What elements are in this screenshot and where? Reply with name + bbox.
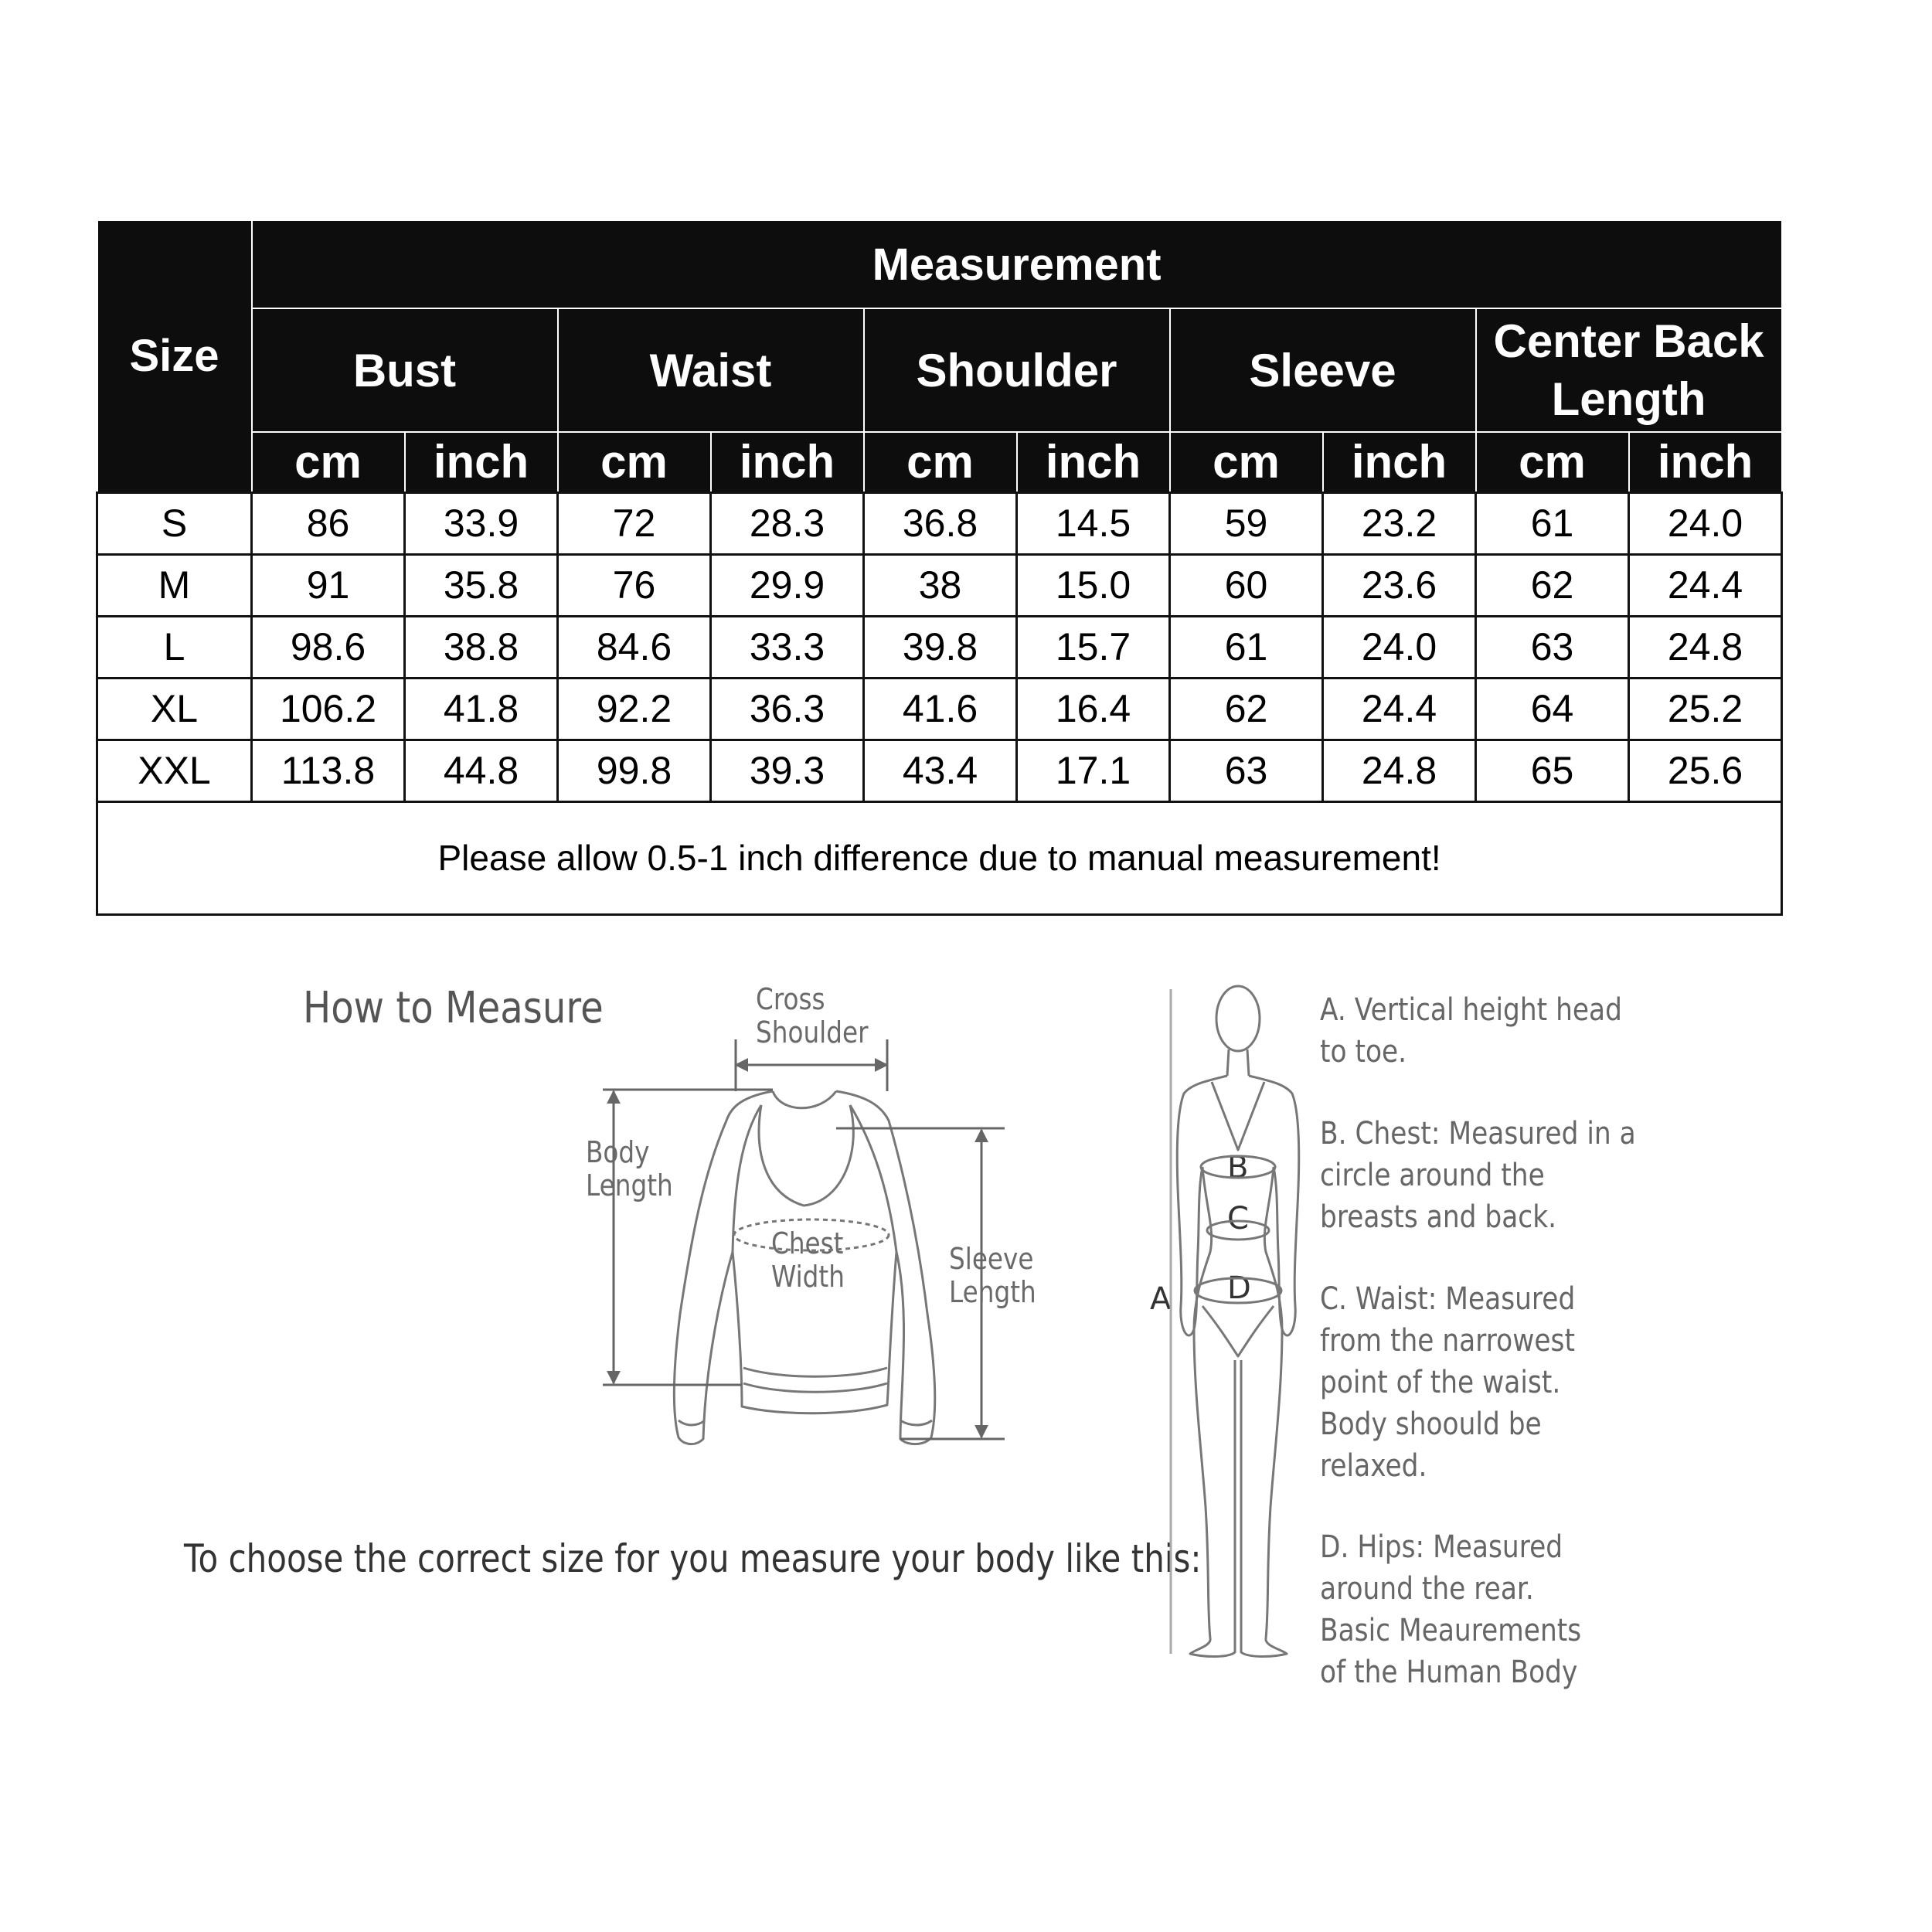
- description-hips: D. Hips: Measured around the rear. Basic Meaurements of the Human Body: [1320, 1529, 1582, 1690]
- measurement-cell: 91: [252, 554, 405, 616]
- measurement-group-header: Shoulder: [864, 308, 1170, 432]
- unit-inch-header: inch: [1017, 432, 1170, 492]
- choose-size-instruction: To choose the correct size for you measure your body like this:: [184, 1536, 1202, 1581]
- size-cell: M: [97, 554, 252, 616]
- measurement-cell: 44.8: [405, 740, 558, 801]
- size-cell: S: [97, 492, 252, 554]
- measurement-cell: 24.8: [1629, 616, 1782, 678]
- measurement-cell: 43.4: [864, 740, 1017, 801]
- measurement-cell: 23.6: [1323, 554, 1476, 616]
- measurement-cell: 36.3: [711, 678, 864, 740]
- measurement-cell: 61: [1170, 616, 1323, 678]
- human-body-illustration: [1171, 986, 1299, 1657]
- measurement-cell: 17.1: [1017, 740, 1170, 801]
- unit-inch-header: inch: [405, 432, 558, 492]
- measurement-cell: 39.8: [864, 616, 1017, 678]
- sweater-measure-arrows: [603, 1039, 1005, 1439]
- measurement-cell: 14.5: [1017, 492, 1170, 554]
- size-header: Size: [97, 220, 252, 492]
- measurement-cell: 33.3: [711, 616, 864, 678]
- measurement-cell: 36.8: [864, 492, 1017, 554]
- size-cell: L: [97, 616, 252, 678]
- body-length-label: Body Length: [586, 1135, 673, 1202]
- measurement-group-header: Bust: [252, 308, 558, 432]
- measurement-cell: 63: [1476, 616, 1629, 678]
- measurement-cell: 16.4: [1017, 678, 1170, 740]
- measurement-cell: 106.2: [252, 678, 405, 740]
- description-waist: C. Waist: Measured from the narrowest point of the waist. Body shoould be relaxed.: [1320, 1281, 1576, 1484]
- unit-cm-header: cm: [558, 432, 711, 492]
- body-letter-c: C: [1227, 1201, 1249, 1236]
- measurement-cell: 24.4: [1323, 678, 1476, 740]
- measurement-cell: 62: [1170, 678, 1323, 740]
- measurement-cell: 72: [558, 492, 711, 554]
- sleeve-length-label: Sleeve Length: [949, 1242, 1036, 1309]
- measurement-cell: 15.0: [1017, 554, 1170, 616]
- measurement-cell: 41.8: [405, 678, 558, 740]
- measurement-cell: 76: [558, 554, 711, 616]
- measurement-group-header: Waist: [558, 308, 864, 432]
- measurement-group-header: Center Back Length: [1476, 308, 1782, 432]
- measurement-cell: 59: [1170, 492, 1323, 554]
- measurement-cell: 24.0: [1629, 492, 1782, 554]
- measurement-cell: 28.3: [711, 492, 864, 554]
- measurement-cell: 25.2: [1629, 678, 1782, 740]
- unit-inch-header: inch: [711, 432, 864, 492]
- measurement-cell: 38: [864, 554, 1017, 616]
- measurement-cell: 98.6: [252, 616, 405, 678]
- measurement-cell: 61: [1476, 492, 1629, 554]
- measurement-cell: 29.9: [711, 554, 864, 616]
- measurement-group-header: Sleeve: [1170, 308, 1476, 432]
- measurement-cell: 60: [1170, 554, 1323, 616]
- measurement-cell: 65: [1476, 740, 1629, 801]
- size-cell: XL: [97, 678, 252, 740]
- measurement-cell: 113.8: [252, 740, 405, 801]
- measurement-cell: 33.9: [405, 492, 558, 554]
- measurement-cell: 35.8: [405, 554, 558, 616]
- chest-width-label: Chest Width: [771, 1226, 845, 1294]
- measurement-cell: 64: [1476, 678, 1629, 740]
- measurement-cell: 39.3: [711, 740, 864, 801]
- size-cell: XXL: [97, 740, 252, 801]
- body-letter-a: A: [1150, 1281, 1172, 1317]
- body-letter-d: D: [1227, 1270, 1251, 1306]
- measurement-cell: 23.2: [1323, 492, 1476, 554]
- measurement-cell: 62: [1476, 554, 1629, 616]
- measurement-cell: 25.6: [1629, 740, 1782, 801]
- measurement-cell: 15.7: [1017, 616, 1170, 678]
- how-to-measure-heading: How to Measure: [303, 983, 604, 1033]
- measurement-cell: 24.0: [1323, 616, 1476, 678]
- measurement-cell: 92.2: [558, 678, 711, 740]
- description-chest: B. Chest: Measured in a circle around the breasts and back.: [1320, 1116, 1636, 1235]
- sweater-illustration: [674, 1091, 935, 1444]
- measurement-cell: 63: [1170, 740, 1323, 801]
- measurement-cell: 38.8: [405, 616, 558, 678]
- unit-cm-header: cm: [1476, 432, 1629, 492]
- measurement-cell: 86: [252, 492, 405, 554]
- unit-cm-header: cm: [1170, 432, 1323, 492]
- unit-cm-header: cm: [864, 432, 1017, 492]
- measurement-header: Measurement: [252, 220, 1782, 308]
- unit-inch-header: inch: [1323, 432, 1476, 492]
- measurement-note: Please allow 0.5-1 inch difference due to manual measurement!: [97, 801, 1782, 914]
- measurement-cell: 24.4: [1629, 554, 1782, 616]
- cross-shoulder-label: Cross Shoulder: [756, 982, 869, 1049]
- unit-cm-header: cm: [252, 432, 405, 492]
- measurement-cell: 24.8: [1323, 740, 1476, 801]
- description-height: A. Vertical height head to toe.: [1320, 992, 1622, 1070]
- measurement-cell: 99.8: [558, 740, 711, 801]
- measurement-cell: 84.6: [558, 616, 711, 678]
- body-letter-b: B: [1227, 1150, 1249, 1185]
- measurement-cell: 41.6: [864, 678, 1017, 740]
- unit-inch-header: inch: [1629, 432, 1782, 492]
